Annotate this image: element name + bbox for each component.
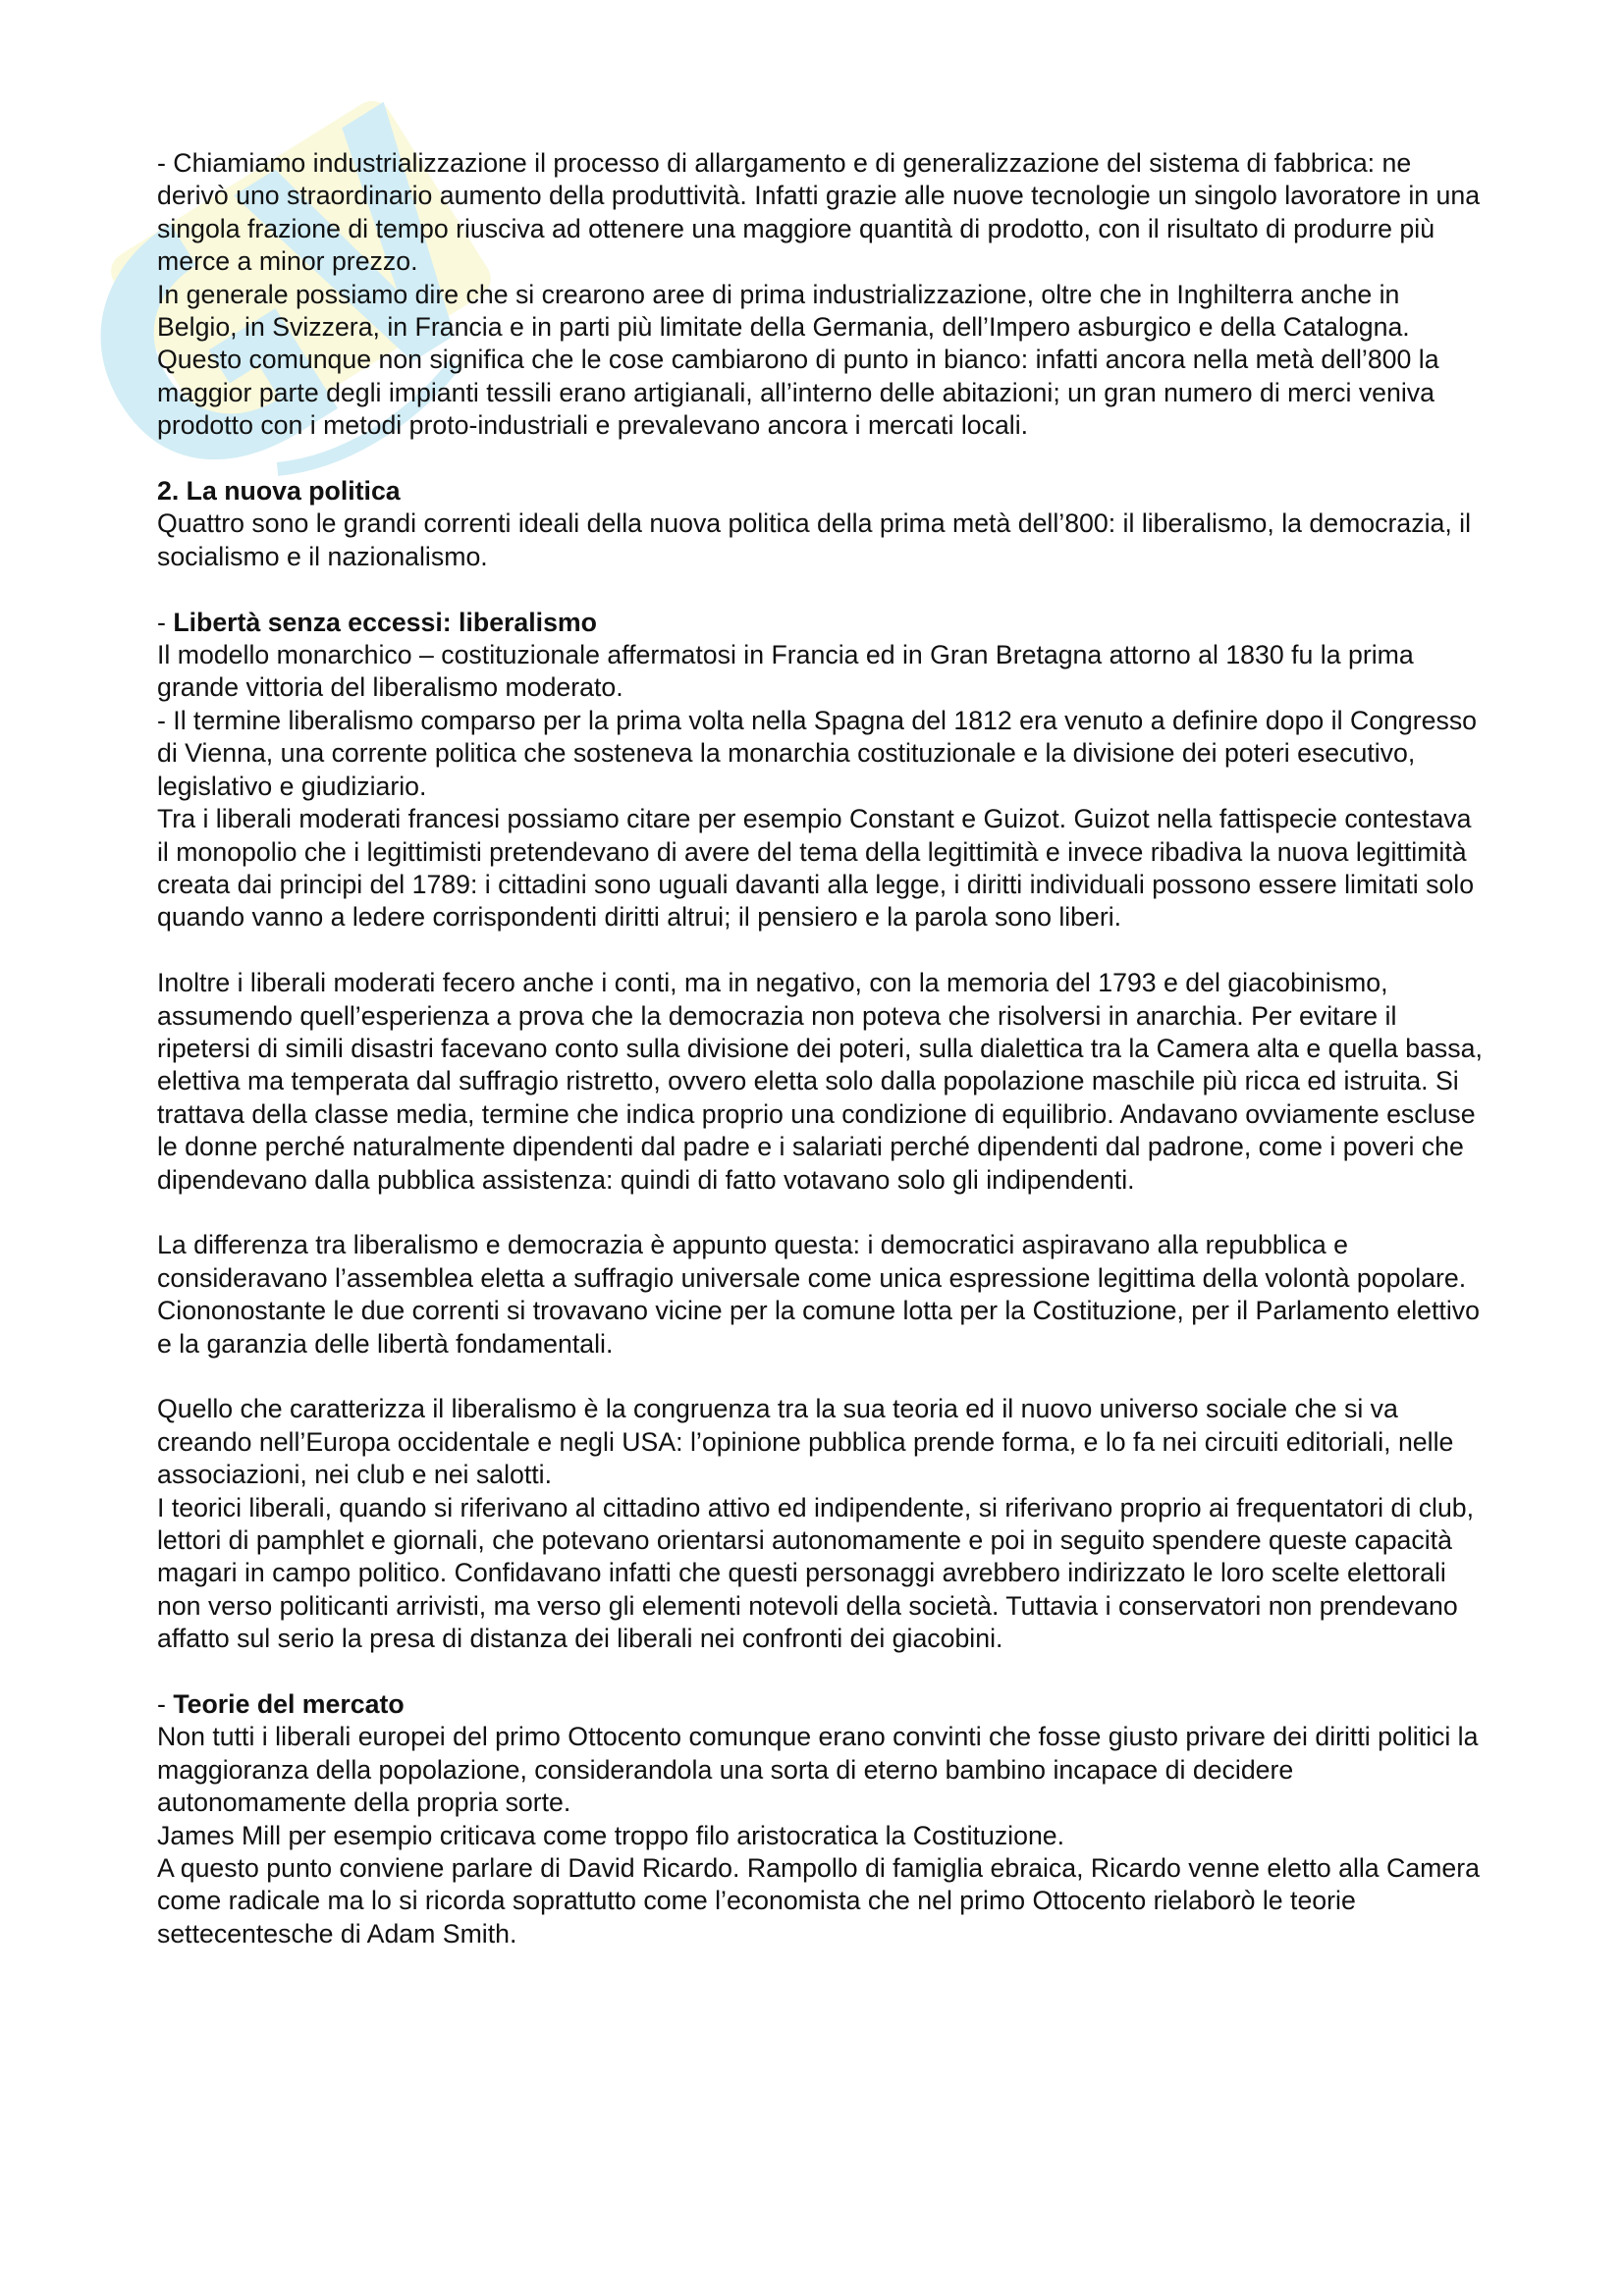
paragraph-teorici-liberali: I teorici liberali, quando si riferivano al cittadino attivo ed indipendente, si riferivano proprio ai frequentatori di club, lettori di pamphlet e giornali, che potevano orientarsi autonomamente e poi in seguito spendere queste capacità magari in campo politico. Confidavano infatti che questi personaggi avrebbero indirizzato le loro scelte elettorali non verso politicanti arrivisti, ma verso gli elementi notevoli della società. Tuttavia i conservatori non prendevano affatto sul serio la presa di distanza dei liberali nei confronti dei giacobini. bbox=[157, 1492, 1475, 1654]
paragraph-david-ricardo: A questo punto conviene parlare di David Ricardo. Rampollo di famiglia ebraica, Ricardo venne eletto alla Camera come radicale ma lo si ricorda soprattutto come l’economista che nel primo Ottocento rielaborò le teorie settecentesche di Adam Smith. bbox=[157, 1853, 1480, 1949]
section-heading-nuova-politica: 2. La nuova politica bbox=[157, 476, 401, 507]
heading-dash: - bbox=[157, 607, 174, 637]
document-body bbox=[157, 147, 1483, 1950]
paragraph-termine-liberalismo: - Il termine liberalismo comparso per la prima volta nella Spagna del 1812 era venuto a definire dopo il Congresso di Vienna, una corrente politica che sosteneva la monarchia costituzionale e la divisione dei poteri esecutivo, legislativo e giudiziario. bbox=[157, 705, 1478, 801]
paragraph-liberali-moderati: Inoltre i liberali moderati fecero anche i conti, ma in negativo, con la memoria del 1793 e del giacobinismo, assumendo quell’esperienza a prova che la democrazia non poteva che risolversi in anarchia. Per evitare il ripetersi di simili disastri facevano conto sulla divisione dei poteri, sulla dialettica tra la Camera alta e quella bassa, elettiva ma temperata dal suffragio ristretto, ovvero eletta solo dalla popolazione maschile più ricca ed istruita. Si trattava della classe media, termine che indica proprio una condizione di equilibrio. Andavano ovviamente escluse le donne perché naturalmente dipendenti dal padre e i salariati perché dipendenti dal padrone, come i poveri che dipendevano dalla pubblica assistenza: quindi di fatto votavano solo gli indipendenti. bbox=[157, 968, 1483, 1195]
paragraph-liberali-europei: Non tutti i liberali europei del primo Ottocento comunque erano convinti che fosse giusto privare dei diritti politici la maggioranza della popolazione, considerandola una sorta di eterno bambino incapace di decidere autonomamente della propria sorte. bbox=[157, 1722, 1479, 1818]
paragraph-prima-industrializzazione: In generale possiamo dire che si crearono aree di prima industrializzazione, oltre che in Inghilterra anche in Belgio, in Svizzera, in Francia e in parti più limitate della Germania, dell’Impero asburgico e della Catalogna. Questo comunque non significa che le cose cambiarono di punto in bianco: infatti ancora nella metà dell’800 la maggior parte degli impianti tessili erano artigianali, all’interno delle abitazioni; un gran numero di merci veniva prodotto con i metodi proto-industriali e prevalevano ancora i mercati locali. bbox=[157, 279, 1439, 441]
heading-dash: - bbox=[157, 1689, 174, 1719]
paragraph-correnti-ideali: Quattro sono le grandi correnti ideali della nuova politica della prima metà dell’800: il liberalismo, la democrazia, il socialismo e il nazionalismo. bbox=[157, 508, 1472, 571]
heading-text: Libertà senza eccessi: liberalismo bbox=[173, 607, 597, 637]
subheading-teorie-mercato bbox=[157, 1688, 1483, 1721]
paragraph-correnti-vicine: Ciononostante le due correnti si trovavano vicine per la comune lotta per la Costituzione, per il Parlamento elettivo e la garanzia delle libertà fondamentali. bbox=[157, 1296, 1480, 1359]
subheading-liberalismo bbox=[157, 607, 1483, 639]
paragraph-modello-monarchico: Il modello monarchico – costituzionale affermatosi in Francia ed in Gran Bretagna attorno al 1830 fu la prima grande vittoria del liberalismo moderato. bbox=[157, 640, 1414, 703]
paragraph-industrializzazione: - Chiamiamo industrializzazione il processo di allargamento e di generalizzazione del sistema di fabbrica: ne derivò uno straordinario aumento della produttività. Infatti grazie alle nuove tecnologie un singolo lavoratore in una singola frazione di tempo riusciva ad ottenere una maggiore quantità di prodotto, con il risultato di produrre più merce a minor prezzo. bbox=[157, 148, 1481, 277]
heading-text: Teorie del mercato bbox=[173, 1689, 405, 1719]
paragraph-constant-guizot: Tra i liberali moderati francesi possiamo citare per esempio Constant e Guizot. Guizot nella fattispecie contestava il monopolio che i legittimisti pretendevano di avere del tema della legittimità e invece ribadiva la nuova legittimità creata dai principi del 1789: i cittadini sono uguali davanti alla legge, i diritti individuali possono essere limitati solo quando vanno a ledere corrispondenti diritti altrui; il pensiero e la parola sono liberi. bbox=[157, 804, 1475, 933]
paragraph-james-mill: James Mill per esempio criticava come troppo filo aristocratica la Costituzione. bbox=[157, 1820, 1065, 1850]
paragraph-opinione-pubblica: Quello che caratterizza il liberalismo è la congruenza tra la sua teoria ed il nuovo universo sociale che si va creando nell’Europa occidentale e negli USA: l’opinione pubblica prende forma, e lo fa nei circuiti editoriali, nelle associazioni, nei club e nei salotti. bbox=[157, 1394, 1454, 1490]
paragraph-differenza-democrazia: La differenza tra liberalismo e democrazia è appunto questa: i democratici aspiravano alla repubblica e consideravano l’assemblea eletta a suffragio universale come unica espressione legittima della volontà popolare. bbox=[157, 1230, 1467, 1293]
